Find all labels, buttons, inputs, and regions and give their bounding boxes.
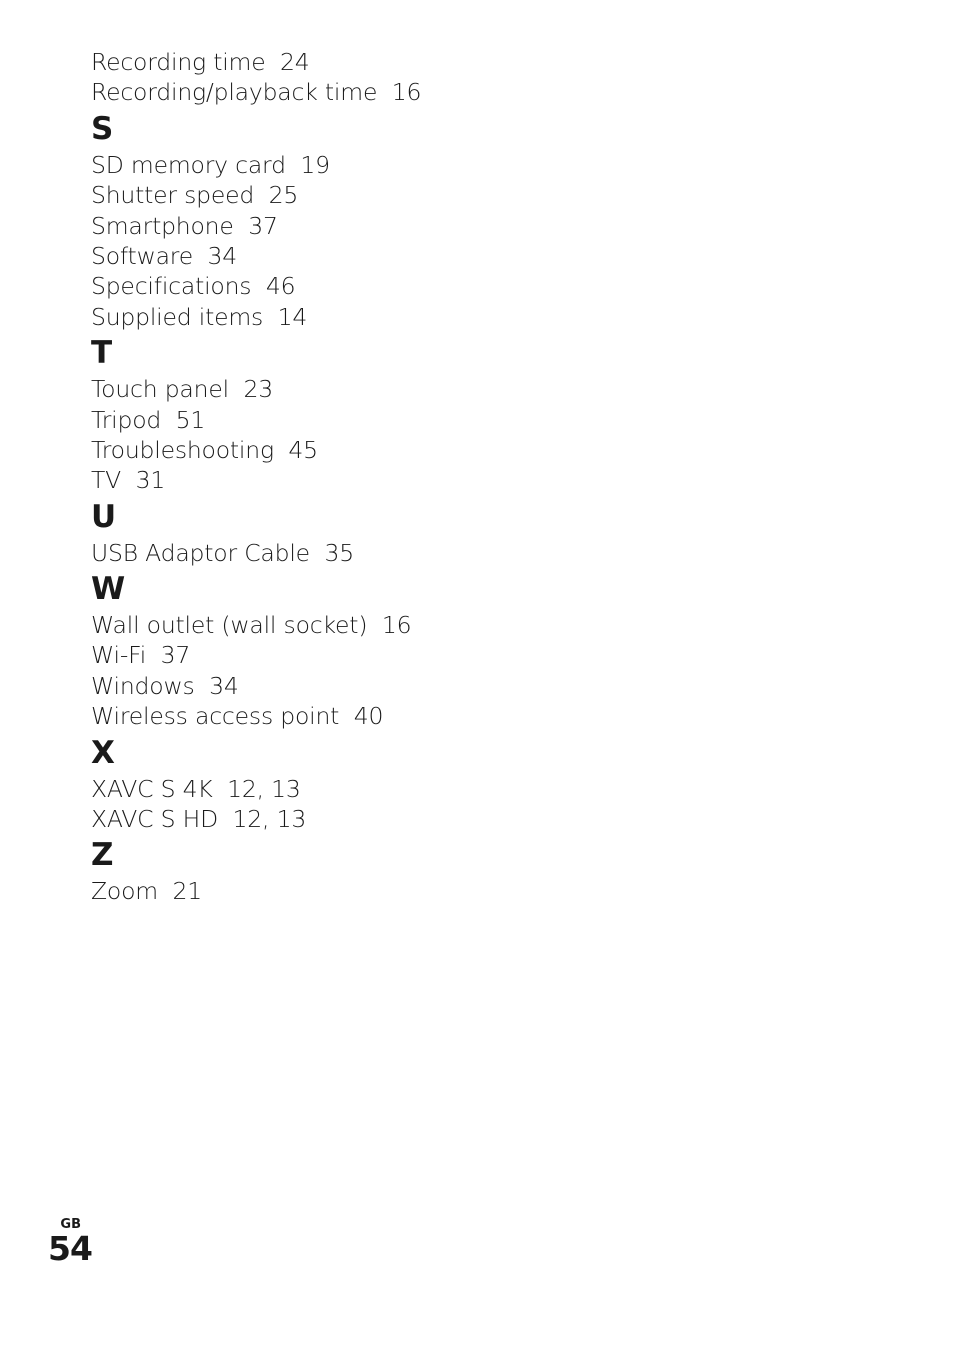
index-page-ref: 14 (277, 302, 308, 331)
index-entry (91, 150, 651, 180)
index-page-ref: 16 (391, 78, 422, 107)
index-term: Windows (91, 671, 195, 700)
index-term: Software (91, 241, 193, 270)
index-term: TV (91, 466, 122, 495)
index-term: SD memory card (91, 150, 286, 179)
index-entry (91, 701, 651, 731)
index-letter-heading: X (91, 734, 115, 771)
index-entry (91, 538, 651, 568)
index-page-ref: 51 (175, 405, 206, 434)
index-page-ref: 19 (300, 150, 330, 179)
index-entry (91, 774, 651, 804)
index-entry (91, 271, 651, 301)
index-page-ref: 37 (160, 641, 191, 670)
index-term: Touch panel (91, 375, 229, 404)
index-page-ref: 45 (288, 435, 318, 464)
index-term: XAVC S 4K (91, 774, 213, 803)
index-entry (91, 435, 651, 465)
index-page-ref: 24 (280, 48, 310, 76)
index-letter-heading: Z (91, 837, 114, 874)
index-term: Recording time (91, 48, 266, 76)
index-entry (91, 302, 651, 332)
index-term: Wall outlet (wall socket) (91, 611, 368, 640)
index-term: Tripod (91, 405, 162, 434)
page-number: 54 (48, 1229, 92, 1268)
index-entry (91, 241, 651, 271)
index-term: XAVC S HD (91, 805, 218, 834)
index-entry (91, 180, 651, 210)
index-letter-heading: W (91, 571, 126, 608)
index-entry (91, 465, 651, 495)
index-entry (91, 671, 651, 701)
index-list (91, 47, 651, 907)
index-page-ref: 34 (207, 241, 238, 270)
index-entry (91, 211, 651, 241)
index-term: Smartphone (91, 211, 234, 240)
index-term: Supplied items (91, 302, 264, 331)
index-letter-heading: T (91, 335, 113, 372)
page-footer (48, 1217, 92, 1267)
index-page-ref: 21 (172, 877, 203, 906)
region-code: GB (60, 1217, 81, 1232)
index-page-ref: 12, 13 (232, 805, 307, 834)
index-entry (91, 804, 651, 834)
index-term: Specifications (91, 272, 252, 301)
index-letter-heading: U (91, 498, 117, 535)
index-page-ref: 16 (381, 611, 412, 640)
index-letter-heading: S (91, 110, 114, 147)
index-term: Wi-Fi (91, 641, 147, 670)
index-term: Recording/playback time (91, 78, 378, 107)
index-term: Troubleshooting (91, 435, 274, 464)
index-entry (91, 610, 651, 640)
index-entry (91, 77, 651, 107)
index-page-ref: 46 (265, 272, 296, 301)
index-page-ref: 25 (268, 181, 299, 210)
index-page-ref: 34 (209, 671, 239, 700)
index-entry (91, 405, 651, 435)
index-page-ref: 31 (135, 466, 166, 495)
index-term: Wireless access point (91, 702, 340, 731)
index-entry (91, 876, 651, 906)
index-page-ref: 23 (243, 375, 273, 404)
index-term: Shutter speed (91, 181, 255, 210)
index-page-ref: 35 (324, 538, 354, 567)
index-page-ref: 40 (353, 702, 384, 731)
index-entry (91, 47, 651, 77)
index-term: Zoom (91, 877, 158, 906)
index-term: USB Adaptor Cable (91, 538, 310, 567)
index-page-ref: 37 (248, 211, 278, 240)
index-entry (91, 640, 651, 670)
index-page-ref: 12, 13 (227, 774, 301, 803)
index-entry (91, 374, 651, 404)
